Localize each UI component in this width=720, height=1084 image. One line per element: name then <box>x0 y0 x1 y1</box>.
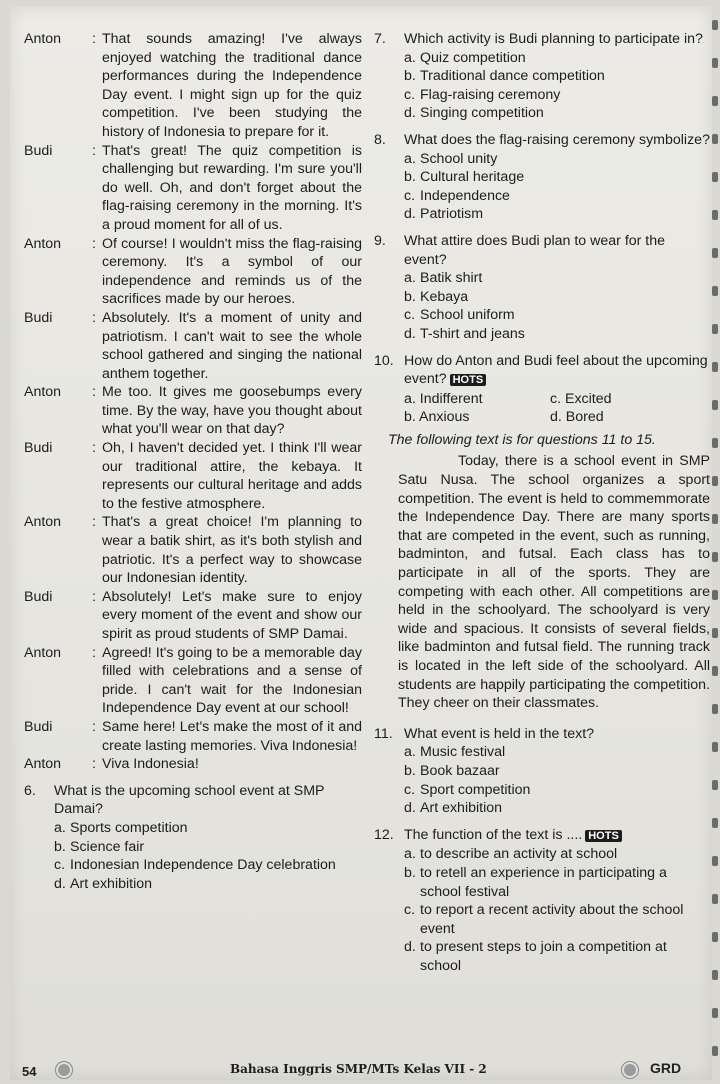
speaker-name: Anton <box>24 31 62 47</box>
binding-hole <box>712 856 718 866</box>
answer-option: b. Cultural heritage <box>404 169 525 186</box>
dialogue-text: That's a great choice! I'm planning to wear a batik shirt, as it's both stylish and patriotic. It's a perfect way to showcase our Indonesian identity. <box>102 514 362 587</box>
dialogue-text: Viva Indonesia! <box>102 756 199 773</box>
option-d: d. Bored <box>550 409 604 426</box>
answer-option: b. to retell an experience in participating a school festival <box>404 864 667 900</box>
answer-option: a. Batik shirt <box>404 270 483 287</box>
dialogue-line: Anton : Me too. It gives me goosebumps every time. By the way, have you thought about what you'll wear on that day? <box>24 384 362 438</box>
question-number: 9. <box>374 232 386 249</box>
hots-badge: HOTS <box>450 374 487 386</box>
answer-option: c. Sport competition <box>404 781 531 798</box>
option-b: b. Anxious <box>404 409 470 426</box>
speaker-name: Budi <box>24 588 53 605</box>
question-12 <box>374 826 710 976</box>
binding-hole <box>712 20 718 30</box>
binding-hole <box>712 818 718 828</box>
dialogue-line: Budi : Absolutely. It's a moment of unity and patriotism. I can't wait to see the whole school gathered and singing the national anthem together. <box>24 309 362 382</box>
question-number: 10. <box>374 352 394 369</box>
answer-option: c. School uniform <box>404 307 515 324</box>
question-11 <box>374 725 710 818</box>
question-text: What does the flag-raising ceremony symbolize? <box>404 131 710 148</box>
left-column <box>24 30 362 893</box>
binding-hole <box>712 628 718 638</box>
question-8 <box>374 131 710 224</box>
dialogue <box>24 30 362 774</box>
reading-text: Today, there is a school event in SMP Satu Nusa. The school organizes a sport competition. The event is held to commemmorate the Independence Day. There are many sports that are competed in the event, such as running, badminton, and futsal. Each class has to participate in all of the sports. They are competing with each other. All competitions are held in the schoolyard. The schoolyard is very wide and spacious. It consists of several fields, like badminton and futsal field. The running track is located in the left side of the schoolyard. All students are happily participating the competition. They cheer on their classmates. <box>398 453 710 712</box>
dialogue-text: Same here! Let's make the most of it and create lasting memories. Viva Indonesia! <box>102 718 362 754</box>
answer-option: a. Sports competition <box>54 819 188 836</box>
dialogue-text: Absolutely. It's a moment of unity and patriotism. I can't wait to see the whole school gathered and singing the national anthem together. <box>102 309 362 382</box>
binding-hole <box>712 1046 718 1056</box>
question-number: 11. <box>374 725 393 742</box>
binding-hole <box>712 58 718 68</box>
question-text: What event is held in the text? <box>404 725 595 742</box>
answer-option: a. School unity <box>404 150 498 167</box>
speaker-name: Anton <box>24 235 62 252</box>
binding-hole <box>712 210 718 220</box>
right-column <box>374 30 710 976</box>
page-number: 54 <box>22 1064 37 1079</box>
binding-hole <box>712 96 718 106</box>
speaker-name: Budi <box>24 718 53 735</box>
speaker-name: Anton <box>24 514 62 531</box>
question-number: 6. <box>24 782 36 799</box>
binding-hole <box>712 666 718 676</box>
binding-hole <box>712 362 718 372</box>
answer-option: c. Independence <box>404 187 510 204</box>
binding-hole <box>712 400 718 410</box>
binding-hole <box>712 248 718 258</box>
answer-option: c. Indonesian Independence Day celebration <box>54 857 336 874</box>
binding-hole <box>712 1008 718 1018</box>
dialogue-text: Absolutely! Let's make sure to enjoy every moment of the event and show our spirit as proud students of SMP Damai. <box>102 588 362 642</box>
question-number: 7. <box>374 31 386 47</box>
speaker-name: Anton <box>24 644 62 661</box>
question-number: 8. <box>374 131 386 148</box>
hots-badge: HOTS <box>585 830 622 842</box>
dialogue-text: Of course! I wouldn't miss the flag-raising ceremony. It's a symbol of our independence and reminds us of the sacrifices made by our heroes. <box>102 235 362 308</box>
binding-hole <box>712 704 718 714</box>
answer-option: b. Science fair <box>54 838 145 855</box>
question-7 <box>374 30 710 123</box>
dialogue-line: Anton : That's a great choice! I'm planning to wear a batik shirt, as it's both stylish and patriotic. It's a perfect way to showcase our Indonesian identity. <box>24 514 362 587</box>
circle-icon <box>56 1062 72 1078</box>
binding-hole <box>712 894 718 904</box>
answer-option: b. Traditional dance competition <box>404 68 605 85</box>
binding-hole <box>712 742 718 752</box>
binding-hole <box>712 932 718 942</box>
dialogue-text: That's great! The quiz competition is challenging but rewarding. I'm sure you'll do well. Oh, and don't forget about the flag-raising ceremony in the morning. It's a proud moment for all of us. <box>102 142 362 233</box>
answer-option: a. Quiz competition <box>404 49 526 66</box>
answer-option: d. Art exhibition <box>54 875 153 892</box>
question-text: The function of the text is .... <box>404 826 583 843</box>
speaker-name: Anton <box>24 756 62 773</box>
dialogue-text: Agreed! It's going to be a memorable day filled with celebrations and a sense of pride. I can't wait for the Indonesian Independence Day event at our school! <box>102 644 362 717</box>
binding-hole <box>712 134 718 144</box>
question-number: 12. <box>374 826 394 843</box>
binding-hole <box>712 780 718 790</box>
worksheet-page <box>10 6 712 1080</box>
binding-hole <box>712 590 718 600</box>
question-6 <box>24 782 362 894</box>
binding-hole <box>712 514 718 524</box>
binding-hole <box>712 970 718 980</box>
dialogue-text: Oh, I haven't decided yet. I think I'll wear our traditional attire, the kebaya. It represents our cultural heritage and adds to the festive atmosphere. <box>102 440 362 512</box>
speaker-name: Budi <box>24 142 53 159</box>
speaker-name: Budi <box>24 309 53 326</box>
answer-option: d. T-shirt and jeans <box>404 325 525 342</box>
page-footer <box>10 1058 712 1080</box>
dialogue-line: Budi : Oh, I haven't decided yet. I think I'll wear our traditional attire, the kebaya. It represents our cultural heritage and adds to the festive atmosphere. <box>24 440 362 512</box>
answer-option: b. Book bazaar <box>404 762 500 779</box>
question-9 <box>374 232 710 344</box>
dialogue-line: Budi : That's great! The quiz competition is challenging but rewarding. I'm sure you'll do well. Oh, and don't forget about the flag-raising ceremony in the morning. It's a proud moment for all of us. <box>24 142 362 233</box>
dialogue-line: Anton : Of course! I wouldn't miss the flag-raising ceremony. It's a symbol of our independence and reminds us of the sacrifices made by our heroes. <box>24 235 362 308</box>
answer-option: a. to describe an activity at school <box>404 846 618 863</box>
binding-hole <box>712 438 718 448</box>
option-c: c. Excited <box>550 390 612 407</box>
answer-option: c. Flag-raising ceremony <box>404 86 561 103</box>
question-10 <box>374 352 710 427</box>
dialogue-line: Anton : Agreed! It's going to be a memorable day filled with celebrations and a sense of pride. I can't wait for the Indonesian Independence Day event at our school! <box>24 644 362 717</box>
binding-hole <box>712 286 718 296</box>
answer-option: b. Kebaya <box>404 288 469 305</box>
binding-hole <box>712 324 718 334</box>
dialogue-line: Budi : Same here! Let's make the most of it and create lasting memories. Viva Indonesia! <box>24 718 362 754</box>
question-text: How do Anton and Budi feel about the upcoming event? <box>404 352 708 388</box>
binding-hole <box>712 172 718 182</box>
dialogue-line: Anton : Viva Indonesia! <box>24 755 362 774</box>
dialogue-line: Anton : That sounds amazing! I've always enjoyed watching the traditional dance performances during the Independence Day event. I might sign up for the quiz competition. I've been studying the history of Indonesia to prepare for it. <box>24 31 362 140</box>
answer-option: c. to report a recent activity about the school event <box>404 902 684 937</box>
answer-option: d. Art exhibition <box>404 800 503 817</box>
question-text: Which activity is Budi planning to participate in? <box>404 31 703 47</box>
circle-icon <box>622 1062 638 1078</box>
question-text: What is the upcoming school event at SMP Damai? <box>54 782 325 818</box>
binding-hole <box>712 476 718 486</box>
answer-option: d. to present steps to join a competition at school <box>404 939 667 974</box>
dialogue-line: Budi : Absolutely! Let's make sure to enjoy every moment of the event and show our spirit as proud students of SMP Damai. <box>24 588 362 642</box>
answer-option: a. Music festival <box>404 744 506 761</box>
publisher-logo: GRD <box>650 1060 682 1076</box>
reading-intro: The following text is for questions 11 to 15. <box>388 431 656 448</box>
binding-hole <box>712 552 718 562</box>
book-title: Bahasa Inggris SMP/MTs Kelas VII - 2 <box>230 1062 487 1076</box>
answer-option: d. Patriotism <box>404 206 484 223</box>
speaker-name: Budi <box>24 440 53 457</box>
option-a: a. Indifferent <box>404 390 483 407</box>
dialogue-text: That sounds amazing! I've always enjoyed watching the traditional dance performances during the Independence Day event. I might sign up for the quiz competition. I've been studying the history of Indonesia to prepare for it. <box>102 31 362 140</box>
binding-holes <box>710 0 720 1084</box>
question-text: What attire does Budi plan to wear for the event? <box>404 232 666 268</box>
answer-option: d. Singing competition <box>404 105 544 122</box>
speaker-name: Anton <box>24 384 62 401</box>
dialogue-text: Me too. It gives me goosebumps every time. By the way, have you thought about what you'll wear on that day? <box>102 384 362 438</box>
